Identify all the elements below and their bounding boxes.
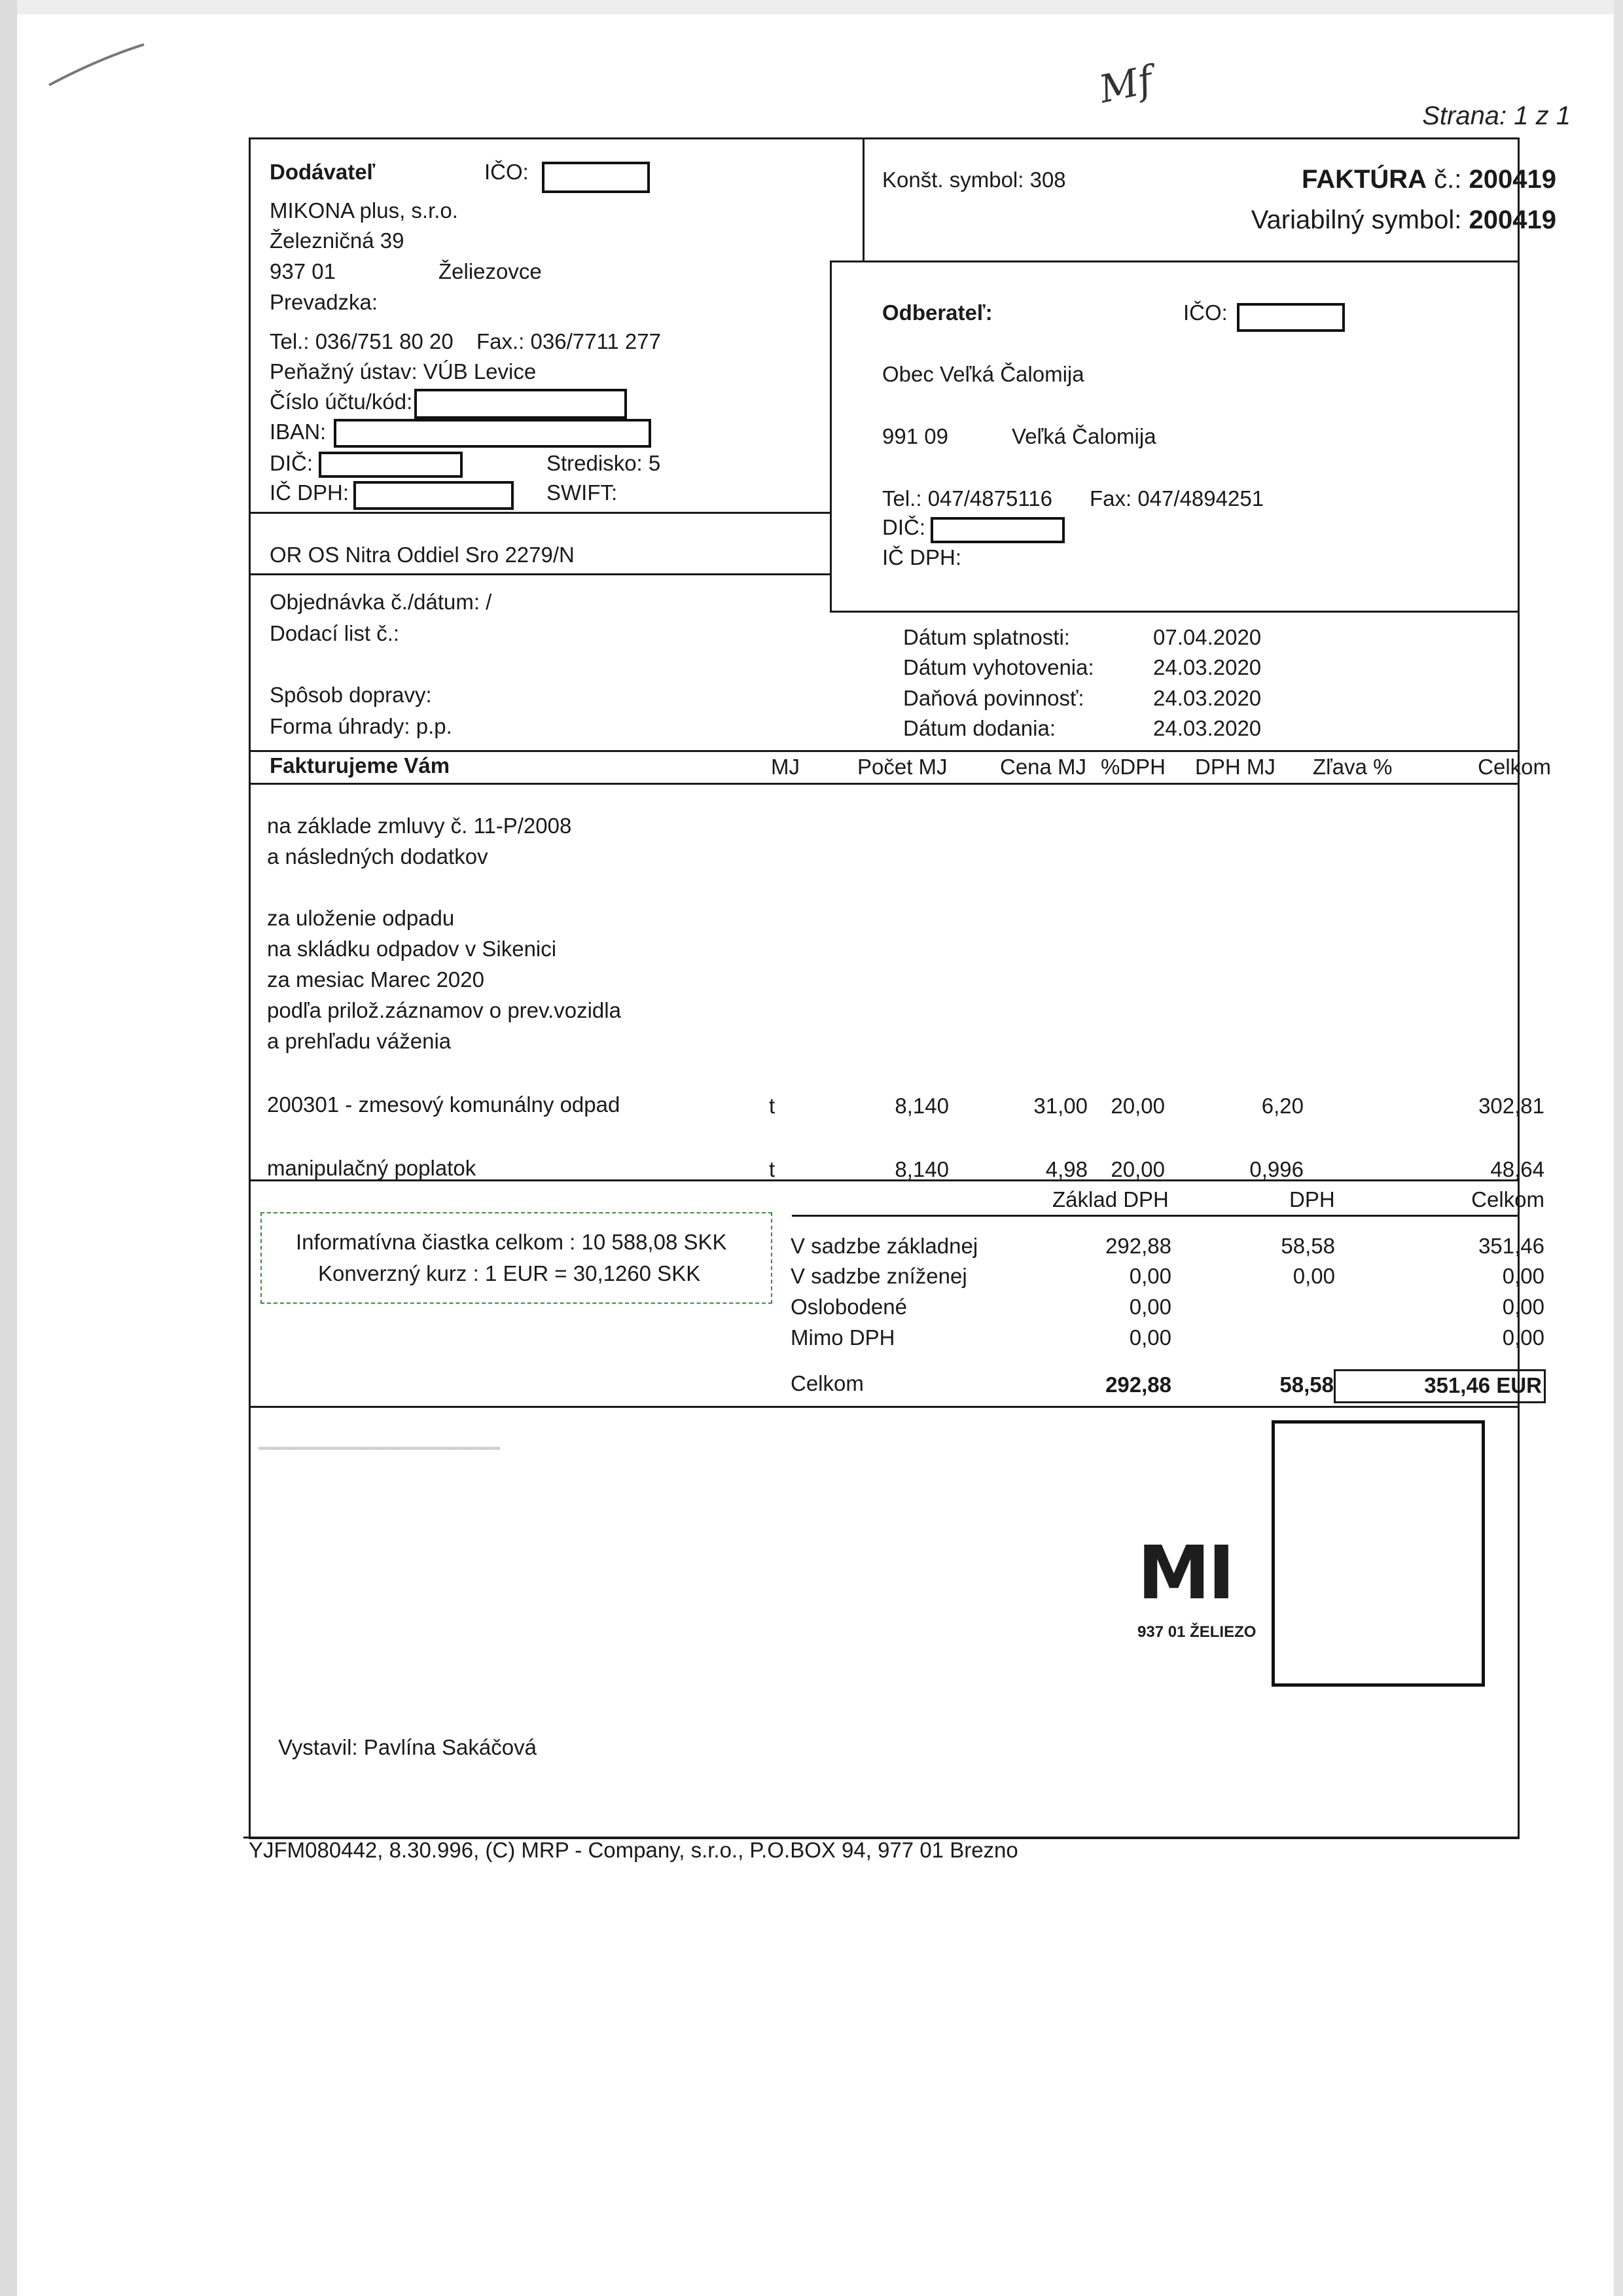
supplier-zip: 937 01 xyxy=(270,259,336,283)
scan-top-edge xyxy=(0,0,1623,14)
info-dashed-box xyxy=(260,1212,772,1304)
rule-register-top xyxy=(249,512,830,514)
invoice-label: FAKTÚRA xyxy=(1301,165,1427,194)
col-header-desc: Fakturujeme Vám xyxy=(270,753,450,778)
summary-row-dph: 0,00 xyxy=(1293,1264,1335,1288)
customer-dic-label: DIČ: xyxy=(882,515,925,539)
software-footer: YJFM080442, 8.30.996, (C) MRP - Company, s.r.o., P.O.BOX 94, 977 01 Brezno xyxy=(249,1838,1018,1862)
supplier-city: Želiezovce xyxy=(438,259,542,283)
table-row-celkom: 48,64 xyxy=(1490,1157,1544,1181)
summary-row-zaklad: 0,00 xyxy=(1129,1295,1171,1319)
customer-ico-label: IČO: xyxy=(1183,300,1228,325)
redacted-account xyxy=(414,389,627,419)
scan-left-edge xyxy=(0,0,17,2296)
summary-row-zaklad: 0,00 xyxy=(1129,1325,1171,1350)
supplier-iban-label: IBAN: xyxy=(270,420,327,444)
vs-value: 200419 xyxy=(1469,206,1556,234)
scan-right-edge xyxy=(1614,0,1623,2296)
info-line1: Informatívna čiastka celkom : 10 588,08 SKK xyxy=(296,1230,727,1254)
totals-bottom-rule xyxy=(249,1406,1520,1408)
items-bottom-rule xyxy=(249,1179,1520,1181)
table-row-dphmj: 6,20 xyxy=(1261,1094,1304,1118)
summary-header-dph: DPH xyxy=(1289,1187,1335,1211)
text-line: na skládku odpadov v Sikenici xyxy=(267,937,557,961)
summary-row-zaklad: 292,88 xyxy=(1105,1234,1171,1258)
order-objednavka: Objednávka č./dátum: / xyxy=(270,590,492,614)
col-header-pdph: %DPH xyxy=(1101,755,1166,779)
rule-register-bottom xyxy=(249,573,830,575)
customer-fax: Fax: 047/4894251 xyxy=(1090,486,1264,511)
order-dodaci-list: Dodací list č.: xyxy=(270,621,400,645)
summary-total-dph: 58,58 xyxy=(1279,1372,1334,1397)
table-row-pdph: 20,00 xyxy=(1111,1157,1165,1181)
date-vyhotovenie-label: Dátum vyhotovenia: xyxy=(903,655,1094,679)
text-line: a prehľadu váženia xyxy=(267,1029,452,1053)
konst-symbol: Konšt. symbol: 308 xyxy=(882,168,1066,192)
summary-total-label: Celkom xyxy=(791,1371,864,1395)
summary-row-label: Oslobodené xyxy=(791,1295,907,1319)
summary-row-label: Mimo DPH xyxy=(791,1325,895,1350)
redacted-customer-ico xyxy=(1237,303,1345,332)
supplier-fax: Fax.: 036/7711 277 xyxy=(476,329,661,353)
col-header-zlava: Zľava % xyxy=(1313,755,1393,779)
supplier-icdph-label: IČ DPH: xyxy=(270,480,349,505)
text-line: na základe zmluvy č. 11-P/2008 xyxy=(267,814,572,838)
text-line: podľa prilož.záznamov o prev.vozidla xyxy=(267,998,621,1022)
table-header-bottom-rule xyxy=(249,783,1520,785)
customer-tel: Tel.: 047/4875116 xyxy=(882,486,1052,511)
customer-zip: 991 09 xyxy=(882,424,948,448)
table-row-mj: t xyxy=(769,1094,776,1118)
supplier-dic-label: DIČ: xyxy=(270,451,313,475)
col-header-cena: Cena MJ xyxy=(1000,755,1087,779)
invoice-c: č.: xyxy=(1427,165,1469,194)
redacted-customer-dic xyxy=(931,517,1065,543)
vs-label: Variabilný symbol: xyxy=(1251,206,1469,234)
table-row-cena: 31,00 xyxy=(1033,1094,1088,1118)
company-stamp-logo: MI xyxy=(1137,1531,1233,1616)
supplier-street: Železničná 39 xyxy=(270,228,404,253)
supplier-heading: Dodávateľ xyxy=(270,160,376,184)
table-row-desc: manipulačný poplatok xyxy=(267,1156,476,1180)
summary-row-dph: 58,58 xyxy=(1281,1234,1335,1258)
col-header-celkom: Celkom xyxy=(1478,755,1551,779)
bleed-through-text: ▁▁▁▁▁▁▁▁▁▁▁▁▁▁▁▁ xyxy=(259,1447,501,1469)
summary-row-celkom: 0,00 xyxy=(1502,1295,1544,1319)
summary-header-celkom: Celkom xyxy=(1471,1187,1544,1211)
invoice-number: 200419 xyxy=(1469,165,1556,194)
header-divider xyxy=(863,137,865,262)
company-stamp-address: 937 01 ŽELIEZO xyxy=(1137,1623,1257,1641)
customer-icdph-label: IČ DPH: xyxy=(882,545,962,569)
date-splatnost-label: Dátum splatnosti: xyxy=(903,625,1070,649)
supplier-account-label: Číslo účtu/kód: xyxy=(270,389,413,414)
customer-name: Obec Veľká Čalomija xyxy=(882,362,1084,386)
summary-row-celkom: 351,46 xyxy=(1478,1234,1544,1258)
supplier-prevadzka: Prevadzka: xyxy=(270,290,378,314)
customer-city: Veľká Čalomija xyxy=(1012,424,1156,448)
table-row-pocet: 8,140 xyxy=(895,1094,949,1118)
redacted-iban xyxy=(334,419,651,448)
vystavil: Vystavil: Pavlína Sakáčová xyxy=(278,1735,537,1759)
customer-heading: Odberateľ: xyxy=(882,300,993,325)
redacted-supplier-ico xyxy=(542,162,650,193)
summary-row-celkom: 0,00 xyxy=(1502,1264,1544,1288)
supplier-tel: Tel.: 036/751 80 20 xyxy=(270,329,454,353)
summary-row-label: V sadzbe zníženej xyxy=(791,1264,967,1288)
order-doprava: Spôsob dopravy: xyxy=(270,683,432,707)
handwritten-initials: Mf xyxy=(1095,57,1157,112)
summary-total-celkom: 351,46 EUR xyxy=(1424,1373,1542,1397)
table-row-desc: 200301 - zmesový komunálny odpad xyxy=(267,1092,620,1117)
summary-header-zaklad: Základ DPH xyxy=(1052,1187,1169,1211)
summary-header-rule xyxy=(792,1215,1520,1217)
summary-row-celkom: 0,00 xyxy=(1502,1325,1544,1350)
supplier-ico-label: IČO: xyxy=(484,160,529,184)
supplier-stredisko: Stredisko: 5 xyxy=(546,451,661,475)
page-number: Strana: 1 z 1 xyxy=(1422,101,1571,130)
text-line: a následných dodatkov xyxy=(267,844,488,869)
top-rule xyxy=(249,137,1520,139)
supplier-swift-label: SWIFT: xyxy=(546,480,618,505)
text-line: za mesiac Marec 2020 xyxy=(267,967,484,992)
table-row-cena: 4,98 xyxy=(1045,1157,1088,1181)
date-danova: 24.03.2020 xyxy=(1153,686,1262,710)
redacted-supplier-dic xyxy=(319,452,463,478)
summary-row-zaklad: 0,00 xyxy=(1129,1264,1171,1288)
supplier-register: OR OS Nitra Oddiel Sro 2279/N xyxy=(270,543,575,567)
table-row-dphmj: 0,996 xyxy=(1249,1157,1304,1181)
text-line: za uloženie odpadu xyxy=(267,906,455,930)
redacted-supplier-icdph xyxy=(353,481,514,510)
summary-row-label: V sadzbe základnej xyxy=(791,1234,978,1258)
date-danova-label: Daňová povinnosť: xyxy=(903,686,1084,710)
date-dodanie-label: Dátum dodania: xyxy=(903,716,1056,740)
summary-total-zaklad: 292,88 xyxy=(1105,1372,1171,1397)
table-header-top-rule xyxy=(249,750,1520,752)
supplier-name: MIKONA plus, s.r.o. xyxy=(270,198,458,223)
col-header-pocet: Počet MJ xyxy=(857,755,948,779)
order-uhrada: Forma úhrady: p.p. xyxy=(270,714,452,738)
table-row-celkom: 302,81 xyxy=(1478,1094,1544,1118)
info-line2: Konverzný kurz : 1 EUR = 30,1260 SKK xyxy=(318,1261,701,1285)
date-dodanie: 24.03.2020 xyxy=(1153,716,1262,740)
pen-stroke-mark xyxy=(46,39,151,92)
date-splatnost: 07.04.2020 xyxy=(1153,625,1262,649)
variable-symbol xyxy=(1251,204,1556,236)
table-row-mj: t xyxy=(769,1157,776,1181)
invoice-title xyxy=(1302,164,1556,195)
col-header-mj: MJ xyxy=(771,755,800,779)
col-header-dphmj: DPH MJ xyxy=(1195,755,1275,779)
supplier-bank: Peňažný ústav: VÚB Levice xyxy=(270,359,537,384)
redacted-signature xyxy=(1272,1420,1485,1687)
table-row-pocet: 8,140 xyxy=(895,1157,949,1181)
table-row-pdph: 20,00 xyxy=(1111,1094,1165,1118)
date-vyhotovenie: 24.03.2020 xyxy=(1153,655,1262,679)
